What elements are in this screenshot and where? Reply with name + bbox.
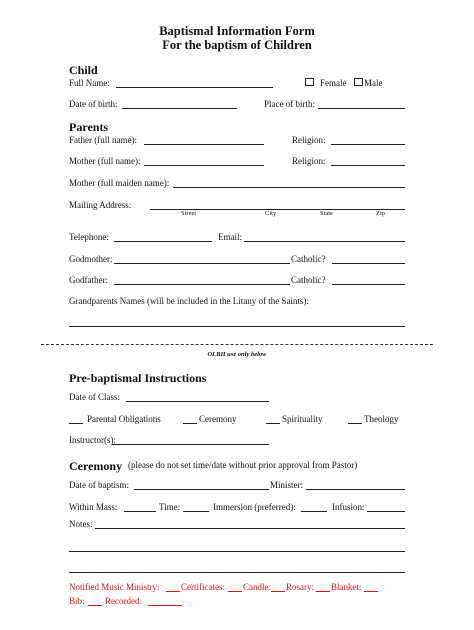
cut-line-divider: [41, 344, 433, 345]
godmother-catholic-label: Catholic?: [291, 254, 326, 264]
instructors-label: Instructor(s):: [69, 435, 116, 445]
mailing-address-label: Mailing Address:: [69, 200, 132, 210]
father-field[interactable]: [144, 144, 264, 145]
dob-field[interactable]: [122, 108, 237, 109]
godfather-field[interactable]: [114, 284, 290, 285]
father-religion-label: Religion:: [292, 135, 326, 145]
rosary-label: Rosary:: [286, 582, 314, 592]
female-label: Female: [320, 78, 347, 88]
date-of-baptism-label: Date of baptism:: [69, 480, 129, 490]
godmother-field[interactable]: [114, 263, 290, 264]
theology-label: Theology: [364, 414, 399, 424]
section-prebaptismal: Pre-baptismal Instructions: [69, 371, 207, 385]
spirituality-checkline[interactable]: [266, 423, 280, 424]
candle-field[interactable]: [271, 591, 285, 592]
infusion-label: Infusion:: [332, 502, 365, 512]
female-checkbox[interactable]: [305, 78, 314, 86]
immersion-label: Immersion (preferred):: [213, 502, 296, 512]
state-caption: State: [320, 210, 333, 217]
time-label: Time:: [159, 502, 181, 512]
parental-label: Parental Obligations: [87, 414, 161, 424]
rosary-field[interactable]: [316, 591, 330, 592]
date-of-baptism-field[interactable]: [134, 489, 269, 490]
godmother-catholic-field[interactable]: [332, 263, 405, 264]
infusion-field[interactable]: [367, 511, 405, 512]
maiden-name-field[interactable]: [173, 187, 405, 188]
notes-line-1[interactable]: [95, 528, 405, 529]
form-subtitle: For the baptism of Children: [162, 38, 312, 52]
section-ceremony: Ceremony: [69, 459, 123, 473]
certificates-field[interactable]: [228, 591, 242, 592]
telephone-field[interactable]: [114, 241, 212, 242]
blanket-field[interactable]: [364, 591, 378, 592]
father-religion-field[interactable]: [331, 144, 405, 145]
city-caption: City: [265, 210, 277, 217]
male-checkbox[interactable]: [354, 78, 363, 86]
section-parents: Parents: [69, 120, 109, 134]
ceremony-note: (please do not set time/date without prior approval from Pastor): [128, 460, 358, 470]
full-name-field[interactable]: [116, 87, 273, 88]
blanket-label: Blanket:: [331, 582, 362, 592]
male-label: Male: [364, 78, 383, 88]
godfather-catholic-field[interactable]: [332, 284, 405, 285]
father-label: Father (full name):: [69, 135, 137, 145]
mother-label: Mother (full name):: [69, 156, 141, 166]
grandparents-label: Grandparents Names (will be included in the Litany of the Saints):: [69, 296, 309, 306]
godmother-label: Godmother:: [69, 254, 113, 264]
minister-field[interactable]: [306, 489, 405, 490]
godfather-catholic-label: Catholic?: [291, 275, 326, 285]
date-of-class-field[interactable]: [126, 401, 269, 402]
olbh-use-note: OLBH use only below: [207, 351, 267, 358]
ceremony-checkline[interactable]: [183, 423, 197, 424]
recorded-label: Recorded:: [105, 596, 142, 606]
telephone-label: Telephone:: [69, 232, 109, 242]
spirituality-label: Spirituality: [282, 414, 323, 424]
mother-religion-label: Religion:: [292, 156, 326, 166]
notes-line-3[interactable]: [69, 572, 405, 573]
full-name-label: Full Name:: [69, 78, 110, 88]
within-mass-label: Within Mass:: [69, 502, 118, 512]
bib-field[interactable]: [88, 605, 102, 606]
theology-checkline[interactable]: [348, 423, 362, 424]
bib-label: Bib:: [69, 596, 85, 606]
mother-field[interactable]: [144, 165, 264, 166]
godfather-label: Godfather:: [69, 275, 108, 285]
certificates-label: Certificates:: [181, 582, 225, 592]
dob-label: Date of birth:: [69, 99, 118, 109]
instructors-field[interactable]: [112, 444, 269, 445]
grandparents-field[interactable]: [69, 326, 405, 327]
section-child: Child: [69, 63, 98, 77]
notified-music-label: Notified Music Ministry:: [69, 582, 160, 592]
street-caption: Street: [181, 210, 197, 217]
candle-label: Candle:: [243, 582, 271, 592]
parental-checkline[interactable]: [69, 423, 83, 424]
recorded-field[interactable]: [148, 605, 182, 606]
zip-caption: Zip: [376, 210, 386, 217]
email-label: Email:: [218, 232, 242, 242]
ceremony-topic-label: Ceremony: [199, 414, 237, 424]
place-of-birth-label: Place of birth:: [264, 99, 315, 109]
notes-label: Notes:: [69, 519, 93, 529]
notes-line-2[interactable]: [69, 551, 405, 552]
maiden-name-label: Mother (full maiden name):: [69, 178, 170, 188]
within-mass-field[interactable]: [124, 511, 156, 512]
minister-label: Minister:: [270, 480, 303, 490]
place-of-birth-field[interactable]: [318, 108, 405, 109]
mother-religion-field[interactable]: [331, 165, 405, 166]
date-of-class-label: Date of Class:: [69, 392, 120, 402]
form-title: Baptismal Information Form: [159, 24, 315, 38]
immersion-field[interactable]: [301, 511, 327, 512]
time-field[interactable]: [183, 511, 209, 512]
email-field[interactable]: [244, 241, 405, 242]
notified-music-field[interactable]: [166, 591, 180, 592]
